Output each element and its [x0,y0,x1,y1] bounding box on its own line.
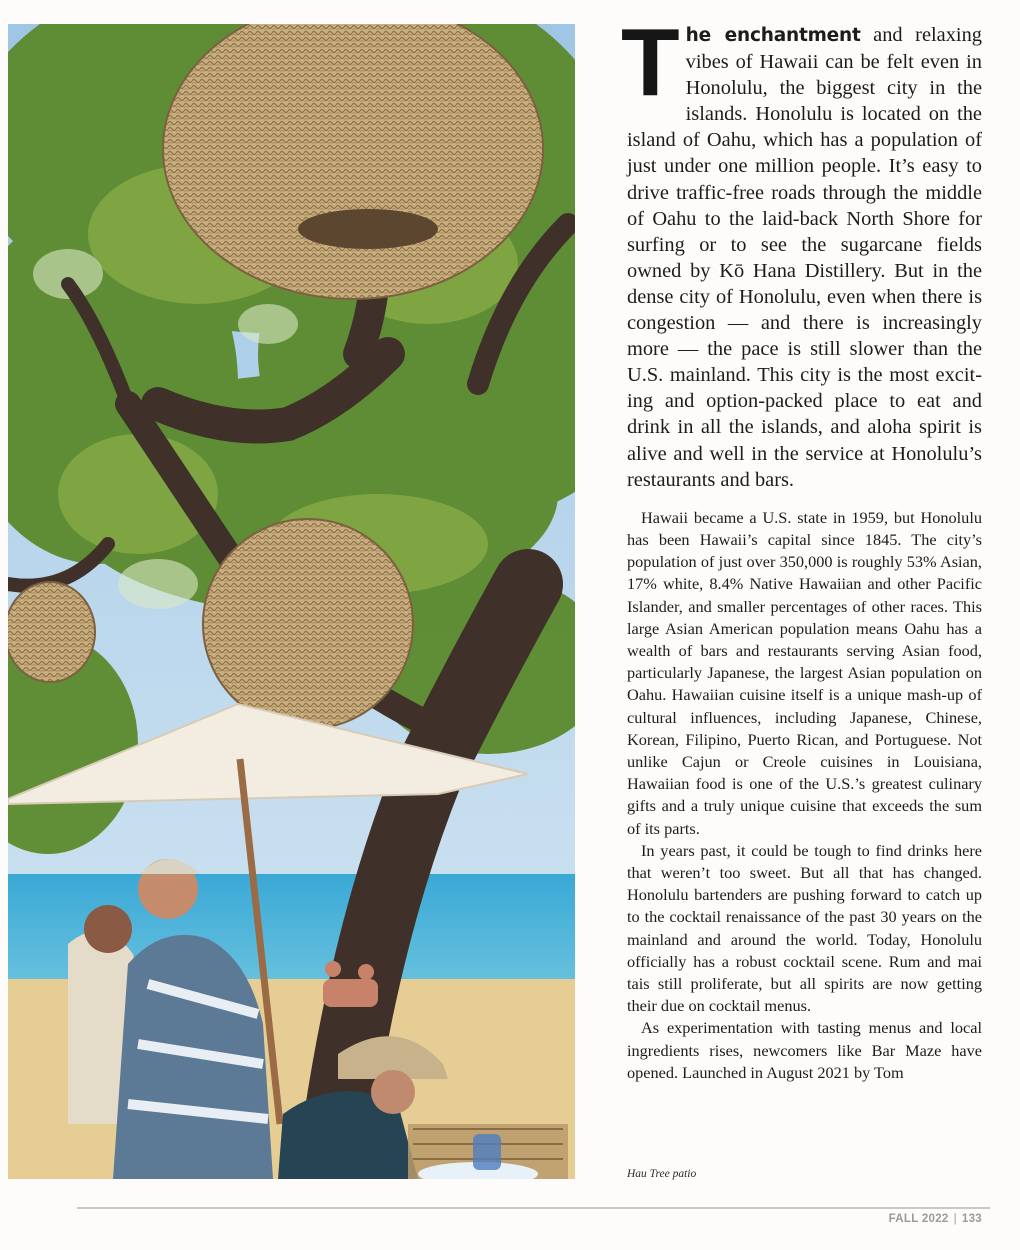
page-folio [889,1213,982,1225]
footer-rule [77,1207,990,1209]
lead-opener: he enchantment [685,25,861,46]
lead-paragraph [621,9,982,493]
article-body [621,9,982,1084]
wicker-lantern-left [8,582,95,682]
wicker-lantern-middle [203,519,413,729]
photo-caption: Hau Tree patio [627,1168,697,1180]
body-paragraph: In years past, it could be tough to find drinks here that weren’t too sweet. But all that has changed. Honolulu bartenders are pushing forward to catch up to the cocktail renaissance of the past 30 years on the mainland and around the world. Today, Honolulu officially has a robust cocktail scene. Rum and mai tais still proliferate, but all spirits are now getting their due on cocktail menus. [627,840,982,1016]
folio-separator: | [953,1213,957,1225]
dropcap: T [621,9,680,116]
hau-tree-patio-photo [8,24,575,1179]
lead-text: and relaxing vibes of Hawaii can be felt even in Honolulu, the biggest city in the islands. Honolulu is located on the island of Oahu, which has a population of just under one million people. It’s easy to drive traffic-free roads through the middle of Oahu to the laid-back North Shore for surfing or to see the sugarcane fields owned by Kō Hana Distillery. But in the dense city of Honolulu, even when there is congestion — and there is increasingly more — the pace is still slower than the U.S. mainland. This city is the most exciting and option-packed place to eat and drink in all the islands, and aloha spirit is alive and well in the service at Honolulu’s restaurants and bars. [627,24,982,491]
issue-label: FALL 2022 [888,1213,949,1225]
body-paragraph: As experimentation with tasting menus and local ingredients rises, newcomers like Bar Maze have opened. Launched in August 2021 by Tom [627,1018,982,1082]
page-number: 133 [961,1213,982,1225]
body-paragraph: Hawaii became a U.S. state in 1959, but Honolulu has been Hawaii’s capital since 1845. The city’s population of just over 350,000 is roughly 53% Asian, 17% white, 8.4% Native Hawaiian and other Pacific Islander, and smaller percentages of other races. This large Asian American population means Oahu has a wealth of bars and restaurants serving Asian food, particularly Japanese, the largest Asian population on Oahu. Hawaiian cuisine itself is a unique mash-up of cultural influences, including Japanese, Chinese, Korean, Filipino, Puerto Rican, and Portuguese. Not unlike Cajun or Creole cuisines in Louisiana, Hawaiian food is one of the U.S.’s greatest culinary gifts and a truly unique cuisine that exceeds the sum of its parts. [627,507,982,838]
